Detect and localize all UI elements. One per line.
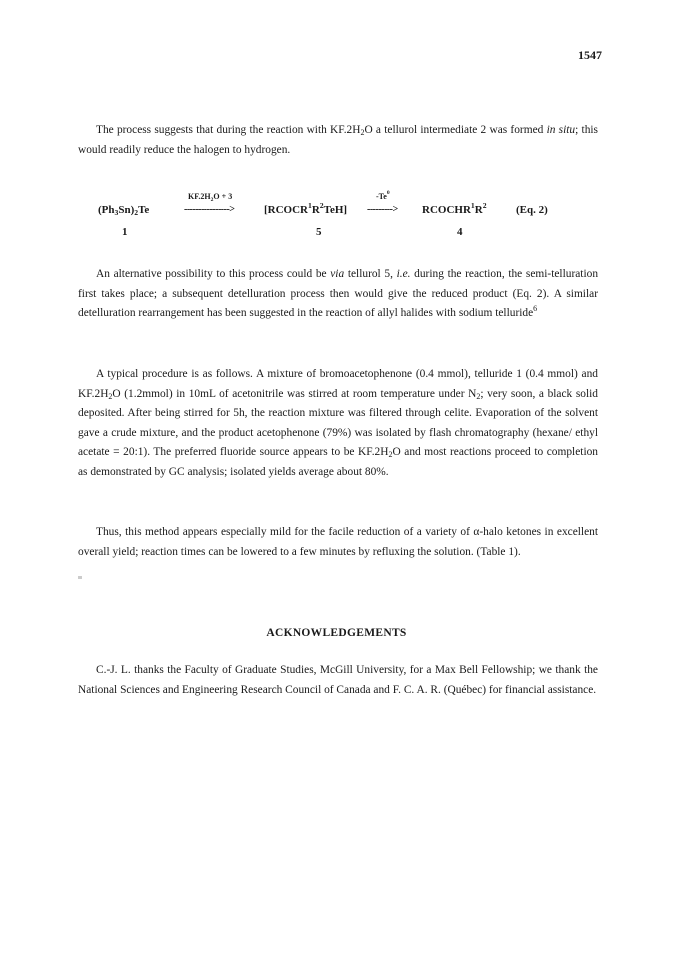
- acknowledgements-heading: ACKNOWLEDGEMENTS: [266, 627, 407, 639]
- equation-label: (Eq. 2): [516, 204, 548, 216]
- reaction-arrow-2: --------->: [367, 204, 398, 215]
- scan-artifact: [78, 576, 82, 579]
- reactant-number: 1: [122, 226, 128, 238]
- paragraph-typical-procedure: A typical procedure is as follows. A mixture of bromoacetophenone (0.4 mmol), telluride 1 (0.4 mmol) and $KF.2H_2O$ (1.2mmol) in 10mL of acetonitrile was stirred at room temperature under $N_2$; very soon, a black solid deposited. After being stirred for 5h, the reaction mixture was filtered through celite. Evaporation of the solvent gave a crude mixture, and the product acetophenone (79%) was isolated by flash chromatography (hexane/ ethyl acetate = 20:1). The preferred fluoride source appears to be $KF.2H_2O$ and most reactions proceed to completion as demonstrated by GC analysis; isolated yields average about 80%.: [78, 368, 598, 478]
- reactant-formula: $(Ph_3Sn)_2Te$: [98, 204, 150, 217]
- reaction-arrow-1: ---------------->: [184, 204, 235, 215]
- intermediate-formula: $[RCOCR^1R^2TeH]$: [264, 201, 348, 216]
- product-formula: $RCOCHR^1R^2$: [422, 201, 487, 216]
- product-number: 4: [457, 226, 463, 238]
- page-number: 1547: [578, 48, 602, 62]
- paragraph-method-summary: Thus, this method appears especially mild for the facile reduction of a variety of α-halo ketones in excellent overall yield; reaction times can be lowered to a few minutes by refluxing the solution. (Table 1).: [78, 526, 598, 558]
- paragraph-alternative-possibility: An alternative possibility to this process could be via tellurol 5, i.e. during the reaction, the semi-telluration first takes place; a subsequent detelluration process then would give the reduced product (Eq. 2). A similar detelluration rearrangement has been suggested in the reaction of allyl halides with sodium telluride$^6$: [78, 268, 599, 319]
- equation-2: [78, 192, 598, 252]
- acknowledgements-text: C.-J. L. thanks the Faculty of Graduate Studies, McGill University, for a Max Bell Fellowship; we thank the National Sciences and Engineering Research Council of Canada and F. C. A. R. (Québec) for financial assistance.: [78, 664, 598, 696]
- arrow2-label: -Te$^0$: [376, 190, 390, 201]
- arrow1-label: $KF.2H_2O + 3$: [188, 192, 233, 203]
- paragraph-tellurol-intermediate: The process suggests that during the reaction with $KF.2H_2O$ a tellurol intermediate 2 was formed in situ; this would readily reduce the halogen to hydrogen.: [78, 124, 598, 156]
- intermediate-number: 5: [316, 226, 322, 238]
